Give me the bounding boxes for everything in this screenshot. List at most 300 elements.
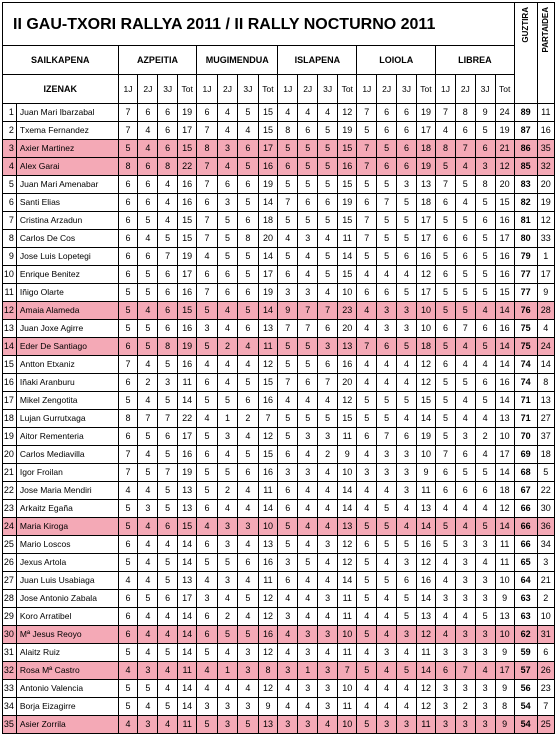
score-cell: 7 bbox=[118, 464, 138, 482]
score-cell: 4 bbox=[238, 122, 258, 140]
participant-name: Antonio Valencia bbox=[16, 680, 118, 698]
score-cell: 5 bbox=[318, 410, 338, 428]
score-cell: 17 bbox=[178, 266, 197, 284]
score-cell: 20 bbox=[495, 176, 514, 194]
score-cell: 4 bbox=[238, 428, 258, 446]
score-cell: 5 bbox=[278, 428, 298, 446]
score-cell: 6 bbox=[278, 572, 298, 590]
score-cell: 13 bbox=[416, 500, 435, 518]
score-cell: 3 bbox=[217, 698, 237, 716]
rank-cell: 24 bbox=[3, 518, 17, 536]
score-cell: 15 bbox=[338, 176, 357, 194]
score-cell: 6 bbox=[397, 248, 417, 266]
score-cell: 4 bbox=[377, 374, 397, 392]
score-cell: 6 bbox=[118, 428, 138, 446]
participant-name: Juan Mari Amenabar bbox=[16, 176, 118, 194]
score-cell: 6 bbox=[278, 158, 298, 176]
score-cell: 4 bbox=[217, 320, 237, 338]
rank-cell: 1 bbox=[3, 104, 17, 122]
score-cell: 8 bbox=[158, 158, 178, 176]
score-cell: 7 bbox=[258, 410, 278, 428]
score-cell: 4 bbox=[397, 698, 417, 716]
total-cell: 74 bbox=[514, 374, 537, 392]
stage-header-azpeitia: AZPEITIA bbox=[118, 46, 197, 75]
participant-number-cell: 14 bbox=[537, 356, 554, 374]
score-cell: 19 bbox=[416, 428, 435, 446]
score-cell: 4 bbox=[455, 500, 475, 518]
table-row bbox=[3, 212, 555, 230]
score-cell: 5 bbox=[455, 374, 475, 392]
score-cell: 14 bbox=[495, 518, 514, 536]
score-cell: 3 bbox=[397, 626, 417, 644]
score-cell: 5 bbox=[138, 284, 158, 302]
score-cell: 4 bbox=[138, 482, 158, 500]
score-cell: 5 bbox=[377, 572, 397, 590]
participant-name: Koro Arratibel bbox=[16, 608, 118, 626]
score-cell: 4 bbox=[217, 500, 237, 518]
score-cell: 5 bbox=[455, 464, 475, 482]
rank-cell: 5 bbox=[3, 176, 17, 194]
score-cell: 3 bbox=[377, 716, 397, 734]
score-cell: 5 bbox=[475, 284, 495, 302]
score-cell: 6 bbox=[298, 374, 318, 392]
score-cell: 4 bbox=[197, 518, 217, 536]
score-cell: 13 bbox=[258, 320, 278, 338]
score-cell: 4 bbox=[118, 482, 138, 500]
score-cell: 11 bbox=[338, 230, 357, 248]
score-cell: 4 bbox=[357, 266, 377, 284]
total-cell: 71 bbox=[514, 410, 537, 428]
score-cell: 19 bbox=[495, 122, 514, 140]
score-cell: 5 bbox=[217, 554, 237, 572]
score-cell: 3 bbox=[278, 464, 298, 482]
score-cell: 4 bbox=[217, 446, 237, 464]
score-cell: 6 bbox=[197, 608, 217, 626]
score-cell: 15 bbox=[258, 122, 278, 140]
score-cell: 5 bbox=[455, 266, 475, 284]
score-cell: 5 bbox=[318, 212, 338, 230]
score-cell: 6 bbox=[238, 392, 258, 410]
score-cell: 4 bbox=[278, 626, 298, 644]
score-cell: 18 bbox=[495, 482, 514, 500]
total-cell: 59 bbox=[514, 644, 537, 662]
total-cell: 87 bbox=[514, 122, 537, 140]
rank-cell: 13 bbox=[3, 320, 17, 338]
score-cell: 5 bbox=[436, 302, 456, 320]
score-cell: 4 bbox=[298, 518, 318, 536]
score-cell: 17 bbox=[416, 284, 435, 302]
score-cell: 8 bbox=[258, 662, 278, 680]
score-cell: 6 bbox=[397, 428, 417, 446]
rank-cell: 4 bbox=[3, 158, 17, 176]
table-row bbox=[3, 338, 555, 356]
score-cell: 5 bbox=[138, 428, 158, 446]
score-cell: 4 bbox=[278, 104, 298, 122]
score-cell: 6 bbox=[377, 284, 397, 302]
score-cell: 5 bbox=[217, 626, 237, 644]
score-cell: 5 bbox=[377, 518, 397, 536]
score-cell: 4 bbox=[138, 140, 158, 158]
participant-number-cell: 1 bbox=[537, 248, 554, 266]
table-row bbox=[3, 536, 555, 554]
score-cell: 12 bbox=[338, 536, 357, 554]
score-cell: 4 bbox=[475, 662, 495, 680]
score-cell: 5 bbox=[397, 608, 417, 626]
participant-name: Antton Etxaniz bbox=[16, 356, 118, 374]
score-cell: 4 bbox=[138, 554, 158, 572]
score-cell: 5 bbox=[158, 446, 178, 464]
score-cell: 5 bbox=[158, 698, 178, 716]
score-cell: 5 bbox=[318, 140, 338, 158]
score-cell: 6 bbox=[138, 176, 158, 194]
score-cell: 5 bbox=[377, 230, 397, 248]
score-cell: 7 bbox=[357, 212, 377, 230]
score-cell: 12 bbox=[416, 266, 435, 284]
score-cell: 19 bbox=[178, 464, 197, 482]
rank-cell: 34 bbox=[3, 698, 17, 716]
score-cell: 5 bbox=[238, 302, 258, 320]
score-cell: 4 bbox=[197, 572, 217, 590]
score-cell: 12 bbox=[338, 554, 357, 572]
score-cell: 11 bbox=[338, 428, 357, 446]
score-cell: 11 bbox=[338, 644, 357, 662]
score-cell: 4 bbox=[158, 212, 178, 230]
rank-cell: 6 bbox=[3, 194, 17, 212]
score-cell: 4 bbox=[217, 644, 237, 662]
score-cell: 4 bbox=[318, 104, 338, 122]
score-cell: 14 bbox=[178, 608, 197, 626]
score-cell: 14 bbox=[416, 410, 435, 428]
score-cell: 4 bbox=[318, 716, 338, 734]
score-cell: 5 bbox=[436, 392, 456, 410]
score-cell: 4 bbox=[455, 338, 475, 356]
score-cell: 2 bbox=[217, 338, 237, 356]
score-cell: 14 bbox=[495, 302, 514, 320]
score-cell: 6 bbox=[118, 374, 138, 392]
participant-name: Maria Kiroga bbox=[16, 518, 118, 536]
score-cell: 5 bbox=[397, 590, 417, 608]
participant-number-cell: 32 bbox=[537, 158, 554, 176]
score-cell: 6 bbox=[377, 104, 397, 122]
score-cell: 16 bbox=[338, 158, 357, 176]
score-cell: 5 bbox=[118, 284, 138, 302]
score-cell: 3 bbox=[436, 716, 456, 734]
subheader-2j: 2J bbox=[217, 75, 237, 104]
score-cell: 3 bbox=[436, 698, 456, 716]
score-cell: 12 bbox=[258, 590, 278, 608]
score-cell: 3 bbox=[138, 716, 158, 734]
score-cell: 5 bbox=[318, 248, 338, 266]
rank-cell: 10 bbox=[3, 266, 17, 284]
score-cell: 6 bbox=[318, 356, 338, 374]
score-cell: 5 bbox=[298, 176, 318, 194]
score-cell: 12 bbox=[495, 158, 514, 176]
score-cell: 5 bbox=[436, 338, 456, 356]
score-cell: 3 bbox=[298, 428, 318, 446]
score-cell: 8 bbox=[495, 698, 514, 716]
score-cell: 19 bbox=[178, 338, 197, 356]
score-cell: 4 bbox=[397, 680, 417, 698]
score-cell: 6 bbox=[397, 104, 417, 122]
score-cell: 14 bbox=[416, 662, 435, 680]
score-cell: 4 bbox=[455, 608, 475, 626]
score-cell: 3 bbox=[318, 680, 338, 698]
score-cell: 4 bbox=[238, 680, 258, 698]
score-cell: 10 bbox=[338, 716, 357, 734]
score-cell: 6 bbox=[138, 194, 158, 212]
score-cell: 4 bbox=[397, 374, 417, 392]
score-cell: 12 bbox=[258, 608, 278, 626]
score-cell: 5 bbox=[377, 176, 397, 194]
score-cell: 4 bbox=[298, 536, 318, 554]
score-cell: 3 bbox=[197, 698, 217, 716]
score-cell: 17 bbox=[495, 662, 514, 680]
score-cell: 5 bbox=[475, 266, 495, 284]
score-cell: 4 bbox=[158, 626, 178, 644]
rank-cell: 3 bbox=[3, 140, 17, 158]
score-cell: 3 bbox=[455, 572, 475, 590]
score-cell: 7 bbox=[197, 158, 217, 176]
participant-name: Eder De Santiago bbox=[16, 338, 118, 356]
score-cell: 16 bbox=[416, 248, 435, 266]
score-cell: 8 bbox=[436, 140, 456, 158]
score-cell: 5 bbox=[475, 518, 495, 536]
score-cell: 5 bbox=[397, 230, 417, 248]
score-cell: 6 bbox=[436, 320, 456, 338]
score-cell: 14 bbox=[258, 500, 278, 518]
score-cell: 3 bbox=[217, 716, 237, 734]
score-cell: 12 bbox=[416, 626, 435, 644]
total-cell: 66 bbox=[514, 500, 537, 518]
score-cell: 6 bbox=[158, 428, 178, 446]
score-cell: 14 bbox=[338, 248, 357, 266]
score-cell: 4 bbox=[138, 302, 158, 320]
table-row bbox=[3, 230, 555, 248]
score-cell: 4 bbox=[298, 698, 318, 716]
score-cell: 14 bbox=[178, 392, 197, 410]
score-cell: 6 bbox=[475, 482, 495, 500]
score-cell: 5 bbox=[377, 248, 397, 266]
score-cell: 5 bbox=[377, 536, 397, 554]
score-cell: 10 bbox=[338, 626, 357, 644]
score-cell: 6 bbox=[158, 104, 178, 122]
score-cell: 6 bbox=[298, 194, 318, 212]
score-cell: 4 bbox=[455, 392, 475, 410]
participant-number-cell: 37 bbox=[537, 428, 554, 446]
score-cell: 12 bbox=[338, 104, 357, 122]
score-cell: 6 bbox=[158, 284, 178, 302]
total-cell: 85 bbox=[514, 158, 537, 176]
score-cell: 14 bbox=[338, 500, 357, 518]
page-title: II GAU-TXORI RALLYA 2011 / II RALLY NOCTURNO 2011 bbox=[3, 3, 515, 46]
score-cell: 12 bbox=[258, 356, 278, 374]
score-cell: 11 bbox=[495, 536, 514, 554]
score-cell: 7 bbox=[357, 338, 377, 356]
score-cell: 5 bbox=[475, 230, 495, 248]
score-cell: 3 bbox=[475, 590, 495, 608]
score-cell: 5 bbox=[158, 392, 178, 410]
total-cell: 82 bbox=[514, 194, 537, 212]
score-cell: 6 bbox=[158, 122, 178, 140]
table-row bbox=[3, 662, 555, 680]
subheader-1j: 1J bbox=[197, 75, 217, 104]
score-cell: 4 bbox=[217, 158, 237, 176]
score-cell: 5 bbox=[197, 302, 217, 320]
participant-number-cell: 25 bbox=[537, 716, 554, 734]
score-cell: 4 bbox=[318, 392, 338, 410]
score-cell: 16 bbox=[178, 284, 197, 302]
participant-number-cell: 21 bbox=[537, 572, 554, 590]
score-cell: 4 bbox=[397, 266, 417, 284]
score-cell: 16 bbox=[178, 446, 197, 464]
participant-name: Enrique Benitez bbox=[16, 266, 118, 284]
score-cell: 12 bbox=[416, 698, 435, 716]
score-cell: 6 bbox=[138, 158, 158, 176]
score-cell: 16 bbox=[258, 554, 278, 572]
score-cell: 15 bbox=[495, 194, 514, 212]
score-cell: 8 bbox=[455, 104, 475, 122]
table-row bbox=[3, 194, 555, 212]
stage-header-librea: LIBREA bbox=[436, 46, 515, 75]
score-cell: 5 bbox=[357, 662, 377, 680]
score-cell: 5 bbox=[436, 158, 456, 176]
score-cell: 19 bbox=[416, 158, 435, 176]
score-cell: 5 bbox=[357, 626, 377, 644]
score-cell: 5 bbox=[278, 518, 298, 536]
score-cell: 7 bbox=[118, 122, 138, 140]
score-cell: 5 bbox=[238, 158, 258, 176]
score-cell: 3 bbox=[455, 626, 475, 644]
score-cell: 5 bbox=[238, 266, 258, 284]
score-cell: 19 bbox=[178, 248, 197, 266]
participant-number-cell: 13 bbox=[537, 392, 554, 410]
score-cell: 10 bbox=[338, 464, 357, 482]
partaidea-header: PARTAIDEA bbox=[537, 3, 554, 104]
score-cell: 4 bbox=[357, 356, 377, 374]
score-cell: 4 bbox=[278, 680, 298, 698]
score-cell: 10 bbox=[495, 572, 514, 590]
rank-cell: 29 bbox=[3, 608, 17, 626]
participant-name: Jose Antonio Zabala bbox=[16, 590, 118, 608]
score-cell: 4 bbox=[455, 194, 475, 212]
score-cell: 5 bbox=[118, 698, 138, 716]
score-cell: 5 bbox=[217, 248, 237, 266]
score-cell: 5 bbox=[357, 590, 377, 608]
score-cell: 11 bbox=[178, 374, 197, 392]
table-row bbox=[3, 626, 555, 644]
score-cell: 4 bbox=[298, 266, 318, 284]
score-cell: 13 bbox=[495, 410, 514, 428]
score-cell: 4 bbox=[318, 500, 338, 518]
score-cell: 4 bbox=[158, 716, 178, 734]
score-cell: 3 bbox=[217, 536, 237, 554]
score-cell: 4 bbox=[377, 662, 397, 680]
subheader-tot: Tot bbox=[178, 75, 197, 104]
participant-name: Borja Eizagirre bbox=[16, 698, 118, 716]
score-cell: 9 bbox=[495, 644, 514, 662]
score-cell: 19 bbox=[258, 176, 278, 194]
score-cell: 3 bbox=[238, 662, 258, 680]
score-cell: 3 bbox=[377, 644, 397, 662]
score-cell: 9 bbox=[338, 446, 357, 464]
score-cell: 4 bbox=[436, 500, 456, 518]
score-cell: 15 bbox=[416, 392, 435, 410]
score-cell: 4 bbox=[357, 608, 377, 626]
score-cell: 5 bbox=[397, 536, 417, 554]
score-cell: 4 bbox=[357, 644, 377, 662]
subheader-2j: 2J bbox=[298, 75, 318, 104]
participant-name: Mario Loscos bbox=[16, 536, 118, 554]
score-cell: 16 bbox=[338, 356, 357, 374]
participant-name: Santi Elias bbox=[16, 194, 118, 212]
score-cell: 3 bbox=[475, 644, 495, 662]
participant-name: Cristina Arzadun bbox=[16, 212, 118, 230]
score-cell: 10 bbox=[416, 446, 435, 464]
score-cell: 4 bbox=[475, 500, 495, 518]
score-cell: 6 bbox=[475, 320, 495, 338]
score-cell: 6 bbox=[357, 536, 377, 554]
score-cell: 12 bbox=[495, 500, 514, 518]
score-cell: 5 bbox=[158, 356, 178, 374]
score-cell: 19 bbox=[178, 104, 197, 122]
score-cell: 13 bbox=[416, 608, 435, 626]
total-cell: 71 bbox=[514, 392, 537, 410]
total-cell: 74 bbox=[514, 356, 537, 374]
score-cell: 5 bbox=[238, 590, 258, 608]
subheader-tot: Tot bbox=[258, 75, 278, 104]
score-cell: 22 bbox=[178, 158, 197, 176]
score-cell: 4 bbox=[217, 680, 237, 698]
score-cell: 3 bbox=[377, 302, 397, 320]
score-cell: 4 bbox=[455, 518, 475, 536]
participant-number-cell: 3 bbox=[537, 554, 554, 572]
participant-number-cell: 9 bbox=[537, 284, 554, 302]
score-cell: 5 bbox=[318, 176, 338, 194]
score-cell: 5 bbox=[197, 464, 217, 482]
score-cell: 6 bbox=[217, 176, 237, 194]
score-cell: 8 bbox=[475, 176, 495, 194]
score-cell: 9 bbox=[475, 104, 495, 122]
score-cell: 3 bbox=[217, 140, 237, 158]
participant-number-cell: 27 bbox=[537, 410, 554, 428]
score-cell: 4 bbox=[298, 482, 318, 500]
score-cell: 5 bbox=[475, 248, 495, 266]
score-cell: 4 bbox=[138, 626, 158, 644]
score-cell: 17 bbox=[178, 428, 197, 446]
score-cell: 6 bbox=[118, 626, 138, 644]
score-cell: 4 bbox=[397, 518, 417, 536]
participant-number-cell: 10 bbox=[537, 608, 554, 626]
score-cell: 6 bbox=[197, 626, 217, 644]
score-cell: 7 bbox=[436, 176, 456, 194]
score-cell: 6 bbox=[238, 176, 258, 194]
score-cell: 4 bbox=[318, 464, 338, 482]
subheader-1j: 1J bbox=[357, 75, 377, 104]
rank-cell: 7 bbox=[3, 212, 17, 230]
score-cell: 6 bbox=[118, 194, 138, 212]
table-row bbox=[3, 680, 555, 698]
table-row bbox=[3, 644, 555, 662]
score-cell: 4 bbox=[217, 122, 237, 140]
score-cell: 5 bbox=[197, 554, 217, 572]
participant-name: Axier Martinez bbox=[16, 140, 118, 158]
score-cell: 13 bbox=[416, 176, 435, 194]
score-cell: 20 bbox=[258, 230, 278, 248]
score-cell: 5 bbox=[397, 338, 417, 356]
participant-number-cell: 34 bbox=[537, 536, 554, 554]
score-cell: 5 bbox=[278, 356, 298, 374]
score-cell: 13 bbox=[178, 500, 197, 518]
